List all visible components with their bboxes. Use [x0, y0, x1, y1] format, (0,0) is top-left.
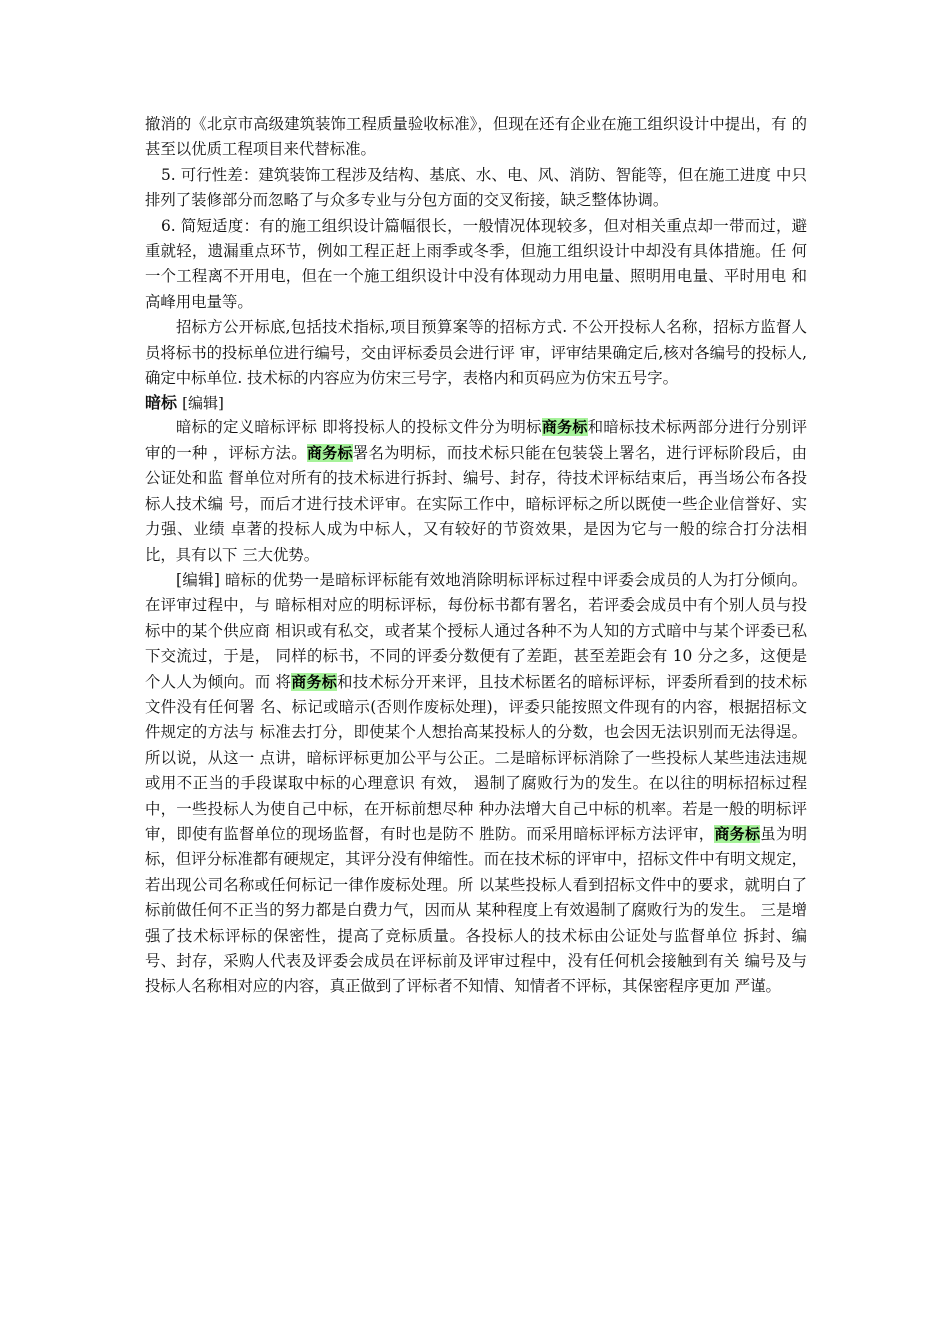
keyword-highlight: 商务标 — [714, 824, 761, 843]
paragraph-feasibility: 5. 可行性差：建筑装饰工程涉及结构、基底、水、电、风、消防、智能等，但在施工进度 中只排列了装修部分而忽略了与众多专业与分包方面的交叉衔接，缺乏整体协调。 — [145, 165, 807, 210]
text-run: [编辑] 暗标的优势一是暗标评标能有效地消除明标评标过程中评委会成员的人为打分倾向。在评审过程中，与 暗标相对应的明标评标，每份标书都有署名，若评委会成员中有个别人员与投标中的某个供应商 相识或有私交，或者某个授标人通过各种不为人知的方式暗中与某个评委已私下交流过，于是， 同样的标书，不同的评委分数便有了差距，甚至差距会有 10 分之多，这便是个人人为倾向。而 将 — [145, 570, 807, 691]
edit-link[interactable]: [编辑] — [182, 394, 224, 413]
document-body — [145, 112, 807, 1000]
text-run: 和暗标技术标两部分进行分别评审的一种 ，评标方法。 — [145, 418, 807, 462]
paragraph-concise: 6. 简短适度：有的施工组织设计篇幅很长，一般情况体现较多，但对相关重点却一带而过，避重就轻，遗漏重点环节，例如工程正赶上雨季或冬季，但施工组织设计中却没有具体措施。任 何一个工程离不开用电，但在一个施工组织设计中没有体现动力用电量、照明用电量、平时用电 和高峰用电量等。 — [145, 216, 807, 311]
section-title: 暗标 — [145, 393, 178, 413]
keyword-highlight: 商务标 — [541, 418, 588, 437]
text-run: 暗标的定义暗标评标 即将投标人的投标文件分为明标 — [176, 418, 542, 437]
section-heading — [145, 391, 807, 415]
keyword-highlight: 商务标 — [306, 443, 353, 462]
paragraph-open-bid: 招标方公开标底,包括技术指标,项目预算案等的招标方式. 不公开投标人名称，招标方监督人员将标书的投标单位进行编号，交由评标委员会进行评 审，评审结果确定后,核对各编号的投标人,确定中标单位. 技术标的内容应为仿宋三号字，表格内和页码应为仿宋五号字。 — [145, 318, 807, 388]
text-run: 署名为明标，而技术标只能在包装袋上署名，进行评标阶段后，由公证处和监 督单位对所有的技术标进行拆封、编号、封存，待技术评标结束后，再当场公布各投标人技术编 号，而后才进行技术评审。在实际工作中，暗标评标之所以既使一些企业信誉好、实力强、业绩 卓著的投标人成为中标人，又有较好的节资效果，是因为它与一般的综合打分法相比，具有以下 三大优势。 — [145, 443, 807, 564]
text-run: 和技术标分开来评，且技术标匿名的暗标评标，评委所看到的技术标文件没有任何署 名、标记或暗示(否则作废标处理)，评委只能按照文件现有的内容，根据招标文件规定的方法与 标准去打分，即使某个人想抬高某投标人的分数，也会因无法识别而无法得逞。所以说，从这一 点讲，暗标评标更加公平与公正。二是暗标评标消除了一些投标人某些违法违规或用不正当的手段谋取中标的心理意识 有效， 遏制了腐败行为的发生。在以往的明标招标过程中，一些投标人为使自己中标，在开标前想尽种 种办法增大自己中标的机率。若是一般的明标评审，即使有监督单位的现场监督，有时也是防不 胜防。而采用暗标评标方法评审， — [145, 672, 807, 843]
paragraph-sealed-bid-definition — [145, 415, 807, 567]
keyword-highlight: 商务标 — [291, 672, 338, 691]
paragraph-standards: 撤消的《北京市高级建筑装饰工程质量验收标准》，但现在还有企业在施工组织设计中提出，有 的甚至以优质工程项目来代替标准。 — [145, 115, 807, 159]
paragraph-sealed-bid-advantages — [145, 568, 807, 1000]
text-run: 虽为明标，但评分标准都有硬规定，其评分没有伸缩性。而在技术标的评审中，招标文件中有明文规定，若出现公司名称或任何标记一律作废标处理。所 以某些投标人看到招标文件中的要求，就明白了标前做任何不正当的努力都是白费力气，因而从 某种程度上有效遏制了腐败行为的发生。 三是增强了技术标评标的保密性，提高了竞标质量。各投标人的技术标由公证处与监督单位 拆封、编号、封存，采购人代表及评委会成员在评标前及评审过程中，没有任何机会接触到有关 编号及与投标人名称相对应的内容，真正做到了评标者不知情、知情者不评标，其保密程序更加 严谨。 — [145, 824, 807, 996]
